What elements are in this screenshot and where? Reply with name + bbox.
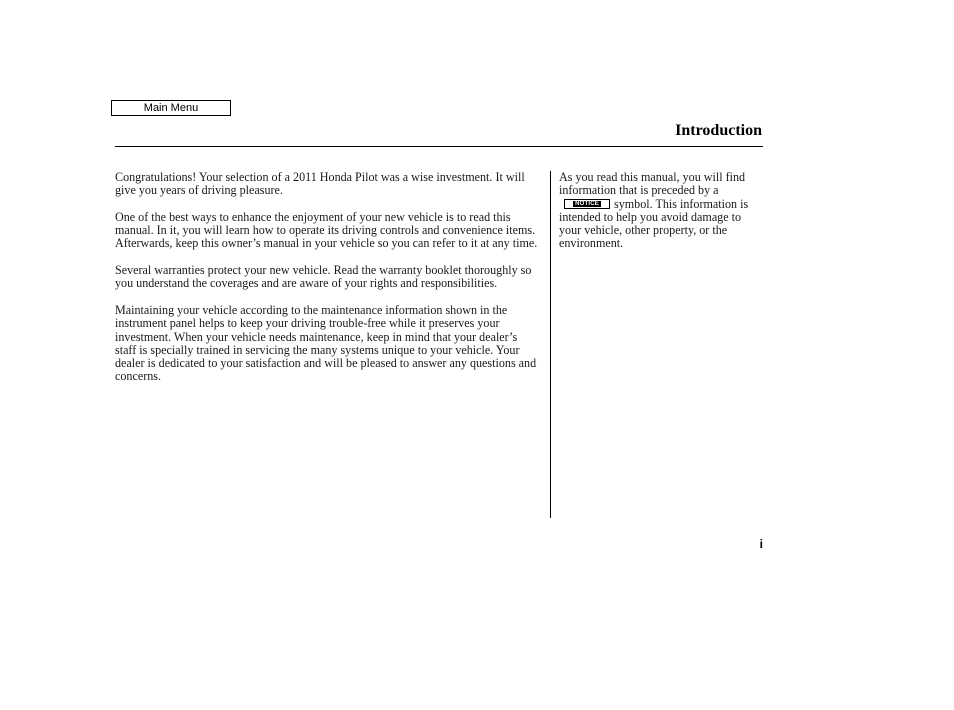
notice-symbol-label: NOTICE [573,201,601,207]
paragraph-congratulations: Congratulations! Your selection of a 2011 Honda Pilot was a wise investment. It will give you years of driving pleasure. [115,170,525,198]
paragraph-warranties: Several warranties protect your new vehicle. Read the warranty booklet thoroughly so you understand the coverages and are aware of your rights and responsibilities. [115,263,532,291]
main-menu-button[interactable]: Main Menu [111,100,231,116]
paragraph-read-manual: One of the best ways to enhance the enjoyment of your new vehicle is to read this manual. In it, you will learn how to operate its driving controls and convenience items. Afterwards, keep this owner’s manual in your vehicle so you can refer to it at any time. [115,209,538,251]
page-number: i [759,537,763,551]
left-column [115,171,539,397]
paragraph-notice-info [559,171,763,251]
notice-text-after: symbol. This information is intended to help you avoid damage to your vehicle, other property, or the environment. [559,196,749,251]
right-column [559,171,763,264]
notice-text-before: As you read this manual, you will find information that is preceded by a [559,170,746,198]
page-title: Introduction [675,122,762,139]
notice-symbol-icon [564,199,610,209]
column-divider [550,171,551,518]
paragraph-maintenance: Maintaining your vehicle according to the maintenance information shown in the instrument panel helps to keep your driving trouble-free while it preserves your investment. When your vehicle needs maintenance, keep in mind that your dealer’s staff is specially trained in servicing the many systems unique to your vehicle. Your dealer is dedicated to your satisfaction and will be pleased to answer any questions and concerns. [115,302,537,384]
header-divider [115,146,763,147]
